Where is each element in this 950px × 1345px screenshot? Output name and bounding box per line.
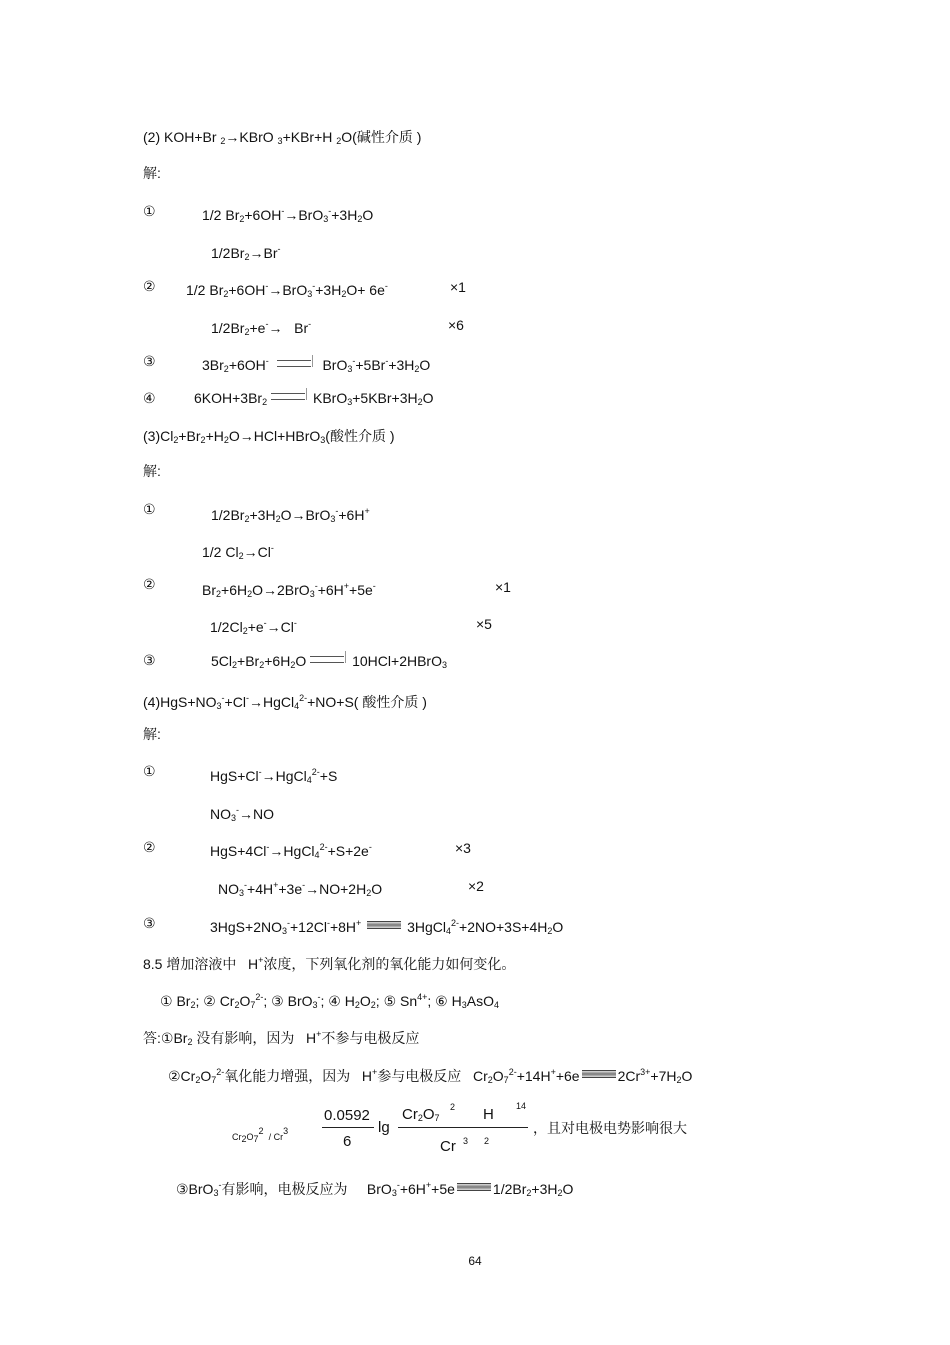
multiplier: ×1 (450, 279, 466, 295)
potential-subscript: $Cr_2O_7^2 / Cr^3$ (232, 1126, 289, 1144)
concentration-denominator: Cr (440, 1138, 456, 1155)
multiplier: ×3 (455, 840, 471, 856)
half-reaction: $NO_3^-+4H^++3e^-\to NO+2H_2O$ (218, 880, 383, 898)
multiplier: ×5 (476, 616, 492, 632)
problem-4-title: $(4)HgS+NO_3^-+Cl^-\to HgCl_4^{2-}+NO+S$( 酸性介质 ) (143, 693, 427, 711)
multiplier: ×1 (495, 579, 511, 595)
step-number: ③ (143, 915, 156, 931)
answer-1: 答$:①Br_2$ 没有影响，因为 H+不参与电极反应 (143, 1029, 420, 1047)
problem-3-title: $(3)Cl_2+Br_2+H_2O\to HCl+HBrO_3$(酸性介质 ) (143, 428, 395, 445)
multiplier: ×6 (448, 317, 464, 333)
overall-reaction: $3HgS+2NO_3^-+12Cl^-+8H^+$ $3HgCl_4^{2-}+2NO+3S+4H_2O$ (210, 918, 564, 936)
step-number: ① (143, 763, 156, 779)
solution-label: 解: (143, 726, 161, 742)
half-reaction: $NO_3^-\to NO$ (210, 805, 275, 823)
concentration-numerator: $Cr_2O_7$ (402, 1106, 440, 1123)
fraction-bar (398, 1127, 528, 1128)
step-number: ② (143, 839, 156, 855)
half-reaction: 1/2 $Cl_2\to Cl^-$ (202, 543, 274, 561)
question-8-5-title: 8.5 增加溶液中 H+浓度，下列氧化剂的氧化能力如何变化。 (143, 955, 516, 972)
exponent: 2 (484, 1136, 490, 1146)
overall-reaction: $3Br_2+6OH^-$ $BrO_3^-+5Br^-+3H_2O$ (202, 356, 431, 374)
exponent: 3 (463, 1136, 469, 1146)
page-number: 64 (468, 1254, 482, 1268)
answer-3: ③BrO$_3$-有影响，电极反应为 BrO$_3$-+6H++5e $1/2Br_2+3H_2O$ (176, 1180, 574, 1198)
half-reaction: $Br_2+6H_2O\to 2BrO_3^-+6H^++5e^-$ (202, 581, 376, 599)
exponent: 2 (450, 1102, 456, 1112)
solution-label: 解: (143, 463, 161, 479)
concentration-h: H (483, 1106, 494, 1123)
half-reaction: $1/2Br_2+e^-\to Br^-$ (211, 319, 312, 337)
half-reaction: HgS+Cl-→HgCl$_4^{2-}$+S (210, 767, 338, 785)
formula-log: lg (378, 1119, 390, 1136)
step-number: ② (143, 576, 156, 592)
solution-label: 解: (143, 165, 161, 181)
overall-reaction: $5Cl_2+Br_2+6H_2O$ 10HCl+2HBrO$_3$ (211, 653, 447, 670)
oxidant-list: ① $Br_2$; ② $Cr_2O_7^{2-}$; ③ BrO$_3$-; ④ $H_2O_2$; ⑤ $Sn^{4+}$; ⑥ $H_3AsO_4$ (160, 992, 500, 1010)
step-number: ② (143, 278, 156, 294)
half-reaction: $1/2Br_2+3H_2O\to BrO_3^-+6H^+$ (211, 506, 370, 524)
half-reaction: HgS+4Cl-→HgCl$_4^{2-}$+S+2e- (210, 842, 372, 860)
half-reaction: 1/2 $Br_2+6OH^-\to BrO_3^-+3H_2O+ 6e^-$ (186, 281, 388, 299)
half-reaction: $1/2Br_2\to Br^-$ (211, 244, 281, 262)
half-reaction: $1/2Cl_2+e^-\to Cl^-$ (210, 618, 297, 636)
step-number: ① (143, 203, 156, 219)
half-reaction: 1/2 $Br_2+6OH^-\to BrO_3^-+3H_2O$ (202, 206, 374, 224)
step-number: ③ (143, 652, 156, 668)
fraction-bar (322, 1127, 374, 1128)
step-number: ① (143, 501, 156, 517)
formula-denominator: 6 (343, 1133, 352, 1150)
exponent: 14 (516, 1101, 527, 1111)
answer-2: $②Cr_2O_7^{2-}$氧化能力增强，因为 H+参与电极反应 $Cr_2O_7^{2-}+14H^++6e$ $2Cr^{3+}+7H_2O$ (168, 1067, 693, 1085)
problem-2-title: (2) KOH+Br $_2$→KBrO $_3$+KBr+H $_2$O(碱性介质 ) (143, 129, 422, 146)
step-number: ③ (143, 353, 156, 369)
formula-numerator: 0.0592 (324, 1107, 370, 1124)
step-number: ④ (143, 390, 156, 406)
overall-reaction: $6KOH+3Br_2$ $KBrO_3+5KBr+3H_2O$ (194, 390, 434, 407)
formula-note: ，且对电极电势影响很大 (533, 1120, 687, 1136)
multiplier: ×2 (468, 878, 484, 894)
